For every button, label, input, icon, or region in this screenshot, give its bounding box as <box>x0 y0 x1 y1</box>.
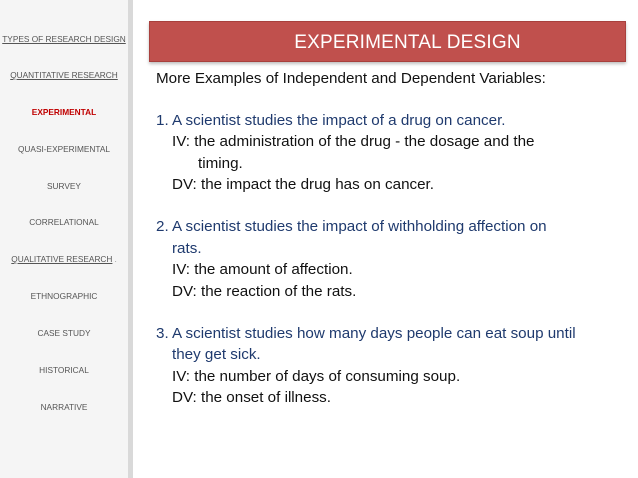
nav-quasi-experimental[interactable]: QUASI-EXPERIMENTAL <box>17 144 111 154</box>
intro-text: More Examples of Independent and Dependent Variables: <box>156 70 546 87</box>
nav-qualitative-dot: . <box>114 257 117 264</box>
example-3-heading-cont: they get sick. <box>172 346 261 363</box>
example-1-dv: DV: the impact the drug has on cancer. <box>172 176 434 193</box>
example-3-dv: DV: the onset of illness. <box>172 389 331 406</box>
nav-qualitative-research-row <box>0 254 128 264</box>
example-3-iv: IV: the number of days of consuming soup. <box>172 368 461 385</box>
nav-experimental[interactable]: EXPERIMENTAL <box>31 107 97 117</box>
example-3-heading: 3. A scientist studies how many days people can eat soup until <box>156 325 576 342</box>
sidebar-nav <box>0 0 133 478</box>
nav-quantitative-research[interactable]: QUANTITATIVE RESEARCH <box>10 70 118 80</box>
example-1-iv-cont: timing. <box>198 155 243 172</box>
example-2-dv: DV: the reaction of the rats. <box>172 283 357 300</box>
example-2-heading-cont: rats. <box>172 240 202 257</box>
nav-correlational[interactable]: CORRELATIONAL <box>29 217 99 227</box>
nav-types-of-research-design[interactable]: TYPES OF RESEARCH DESIGN <box>2 34 126 44</box>
nav-historical[interactable]: HISTORICAL <box>39 365 89 375</box>
nav-ethnographic[interactable]: ETHNOGRAPHIC <box>30 291 98 301</box>
slide-title: EXPERIMENTAL DESIGN <box>149 21 626 62</box>
example-2-iv: IV: the amount of affection. <box>172 261 353 278</box>
example-1-heading: 1. A scientist studies the impact of a drug on cancer. <box>156 112 506 129</box>
nav-qualitative-research[interactable]: QUALITATIVE RESEARCH <box>11 254 113 264</box>
example-1-iv: IV: the administration of the drug - the dosage and the <box>172 133 535 150</box>
example-2-heading: 2. A scientist studies the impact of withholding affection on <box>156 218 547 235</box>
nav-narrative[interactable]: NARRATIVE <box>40 402 88 412</box>
nav-survey[interactable]: SURVEY <box>47 181 81 191</box>
nav-case-study[interactable]: CASE STUDY <box>37 328 91 338</box>
